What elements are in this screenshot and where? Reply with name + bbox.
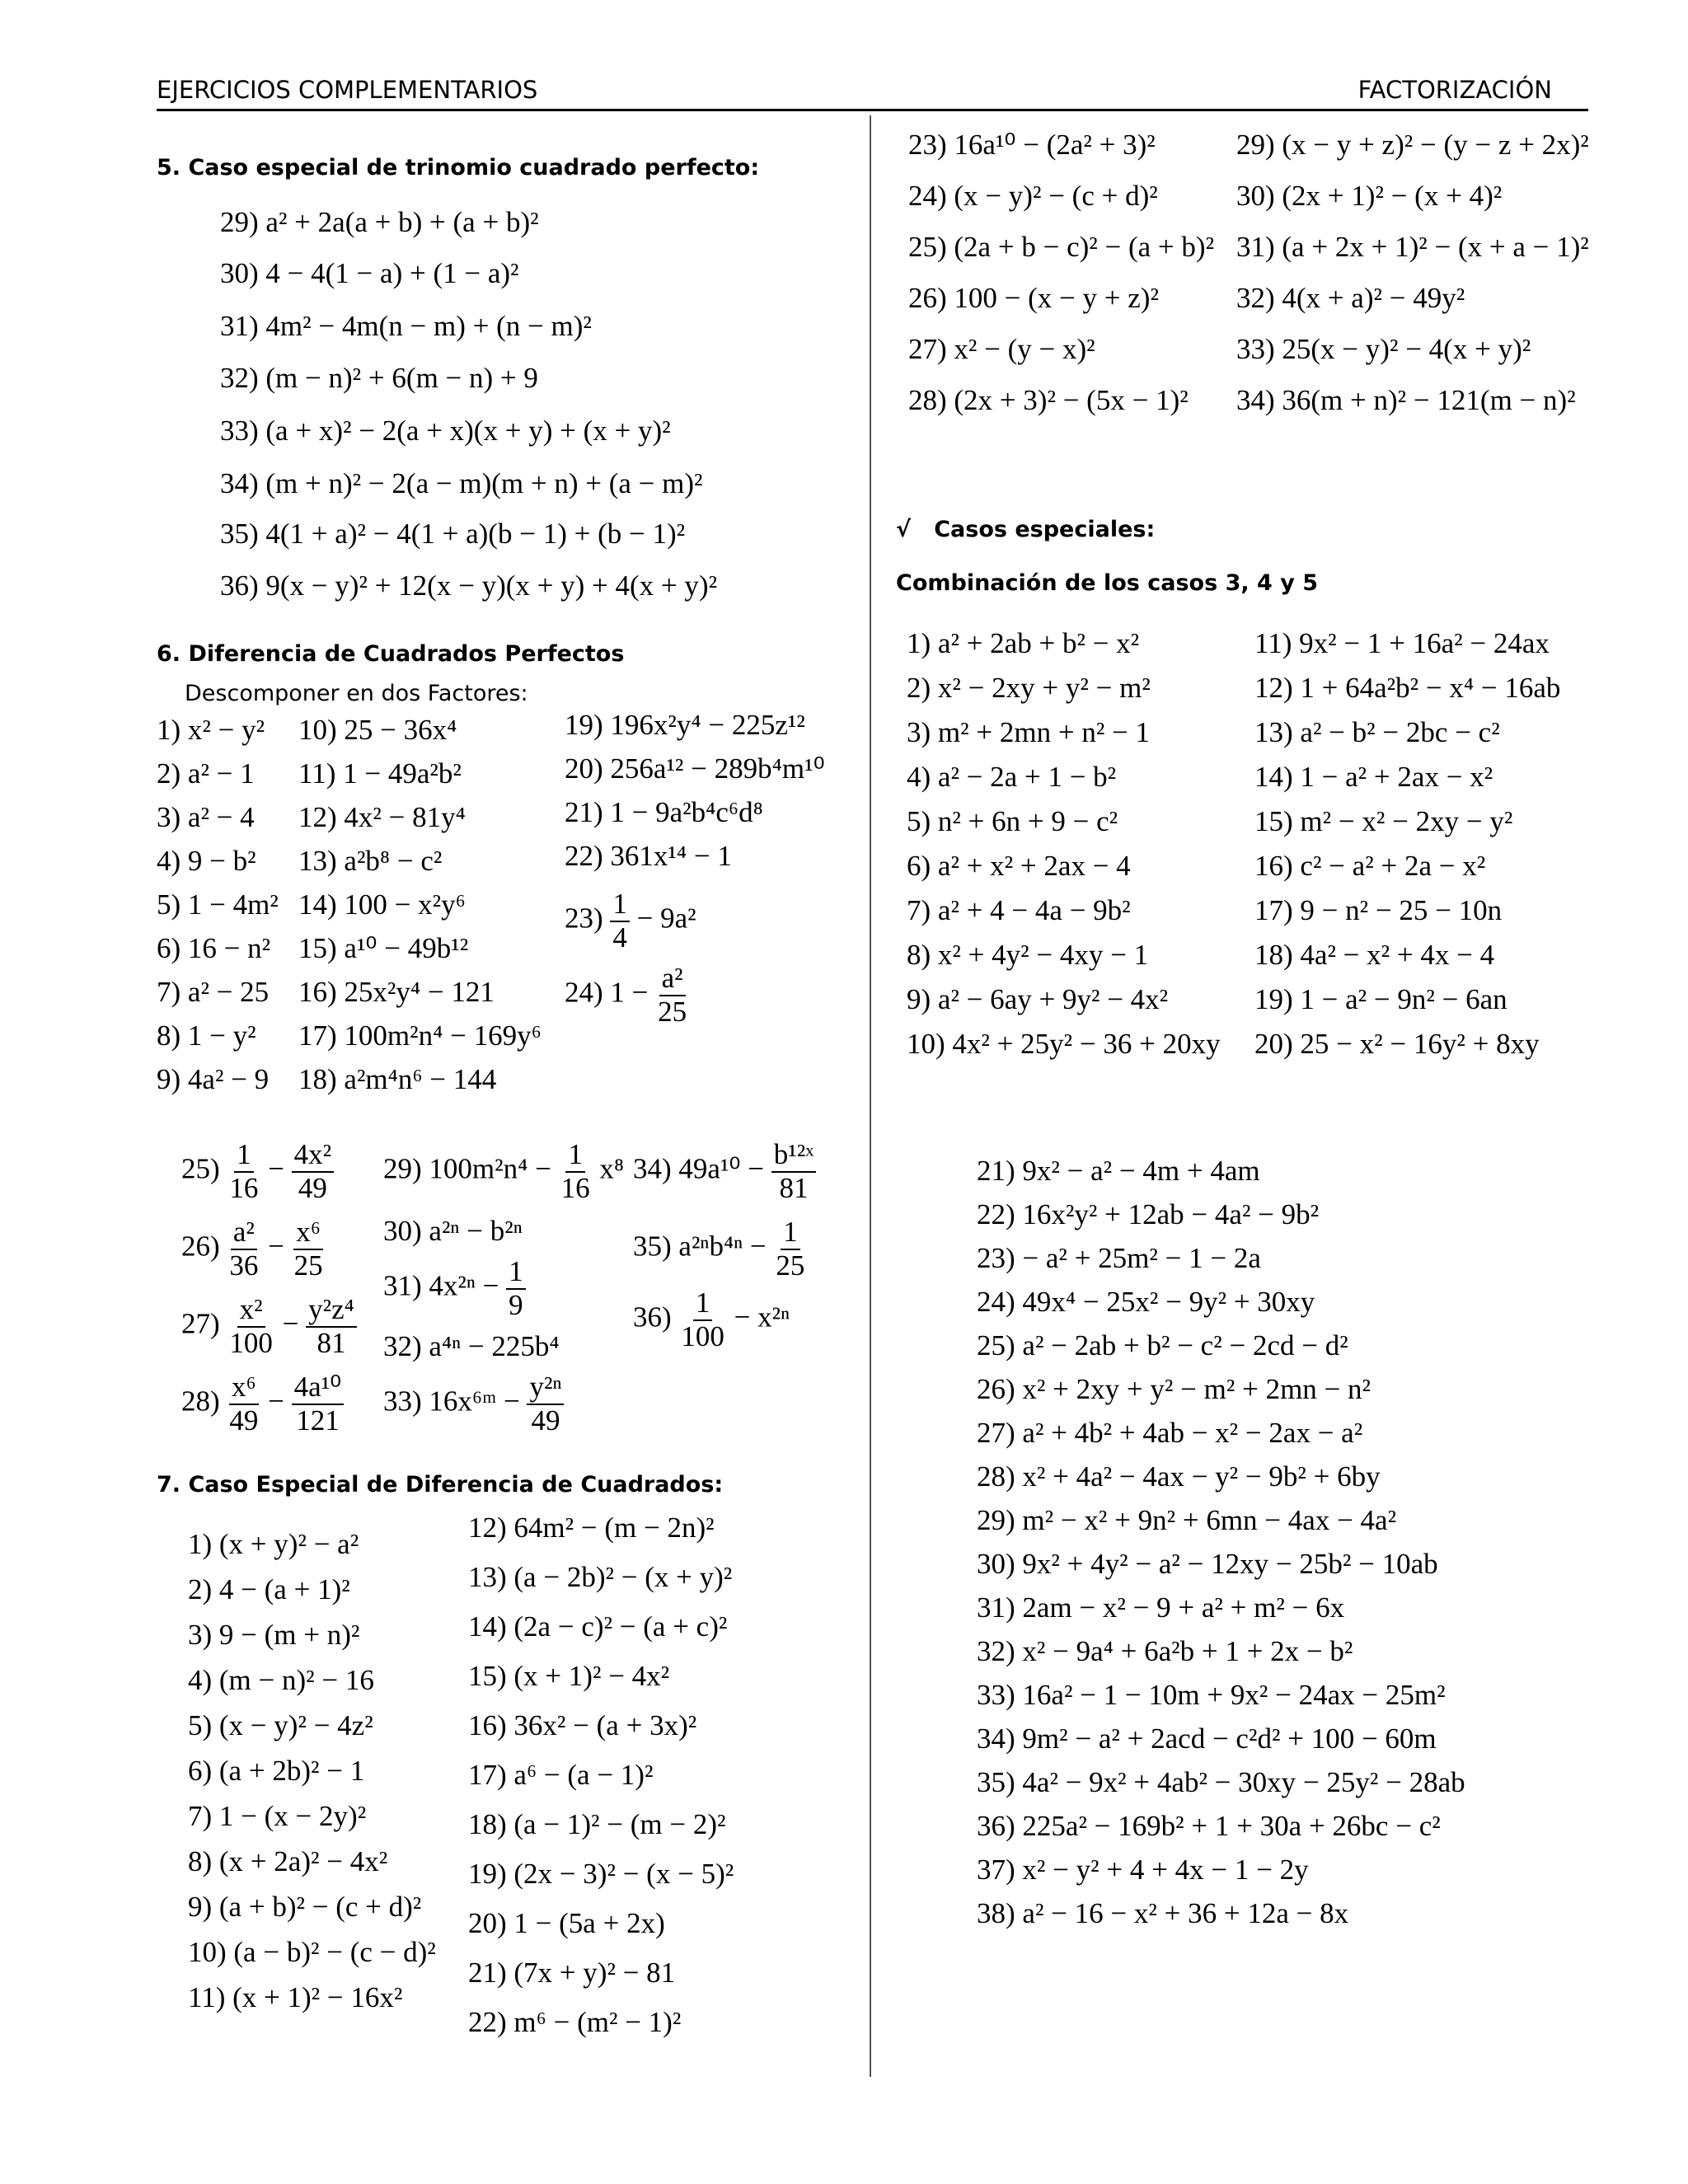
exercise: 37) x² − y² + 4 + 4x − 1 − 2y (977, 1854, 1309, 1886)
exercise: 4) 9 − b² (157, 845, 256, 877)
exercise: 13) (a − 2b)² − (x + y)² (468, 1561, 733, 1593)
exercise: 33) 16a² − 1 − 10m + 9x² − 24ax − 25m² (977, 1679, 1446, 1711)
exercise: 3) a² − 4 (157, 801, 255, 833)
exercise: 2) x² − 2xy + y² − m² (907, 672, 1151, 704)
fraction: $\frac{\text{x²}}{100}$ (229, 1293, 273, 1359)
fraction: $\frac{1}{25}$ (776, 1216, 805, 1282)
exercise: 32) x² − 9a⁴ + 6a²b + 1 + 2x − b² (977, 1635, 1353, 1667)
exercise: 29) a² + 2a(a + b) + (a + b)² (220, 206, 539, 238)
exercise: 21) (7x + y)² − 81 (468, 1957, 676, 1989)
exercise: 27) a² + 4b² + 4ab − x² − 2ax − a² (977, 1417, 1363, 1449)
exercise: 21) 9x² − a² − 4m + 4am (977, 1155, 1260, 1187)
exercise: 25) (2a + b − c)² − (a + b)² (908, 231, 1215, 263)
exercise: 33) (a + x)² − 2(a + x)(x + y) + (x + y)² (220, 415, 671, 447)
exercise: 16) 36x² − (a + 3x)² (468, 1709, 697, 1741)
column-divider (870, 115, 871, 2077)
exercise: 28) (2x + 3)² − (5x − 1)² (908, 384, 1189, 416)
exercise: 29) (x − y + z)² − (y − z + 2x)² (1236, 129, 1589, 161)
exercise: 11) (x + 1)² − 16x² (188, 1981, 403, 2013)
exercise: 23) − a² + 25m² − 1 − 2a (977, 1242, 1261, 1274)
exercise: 10) 4x² + 25y² − 36 + 20xy (907, 1028, 1221, 1060)
exercise: 36) 225a² − 169b² + 1 + 30a + 26bc − c² (977, 1810, 1441, 1842)
exercise: 13) a²b⁸ − c² (298, 845, 443, 877)
exercise: 19) (2x − 3)² − (x − 5)² (468, 1858, 734, 1890)
exercise: 4) a² − 2a + 1 − b² (907, 761, 1117, 793)
exercise: 22) m⁶ − (m² − 1)² (468, 2006, 682, 2038)
exercise: 7) 1 − (x − 2y)² (188, 1800, 367, 1832)
sec6-subtitle: Descomponer en dos Factores: (185, 681, 528, 706)
exercise: 24) 49x⁴ − 25x² − 9y² + 30xy (977, 1286, 1315, 1318)
fraction: $\frac{1}{16}$ (229, 1138, 259, 1204)
exercise: 3) 9 − (m + n)² (188, 1619, 360, 1651)
especiales-heading: √ Casos especiales: (896, 517, 1156, 542)
exercise: 10) (a − b)² − (c − d)² (188, 1936, 436, 1968)
exercise: 15) (x + 1)² − 4x² (468, 1660, 670, 1692)
exercise: 30) a²ⁿ − b²ⁿ (383, 1215, 523, 1247)
exercise: 8) 1 − y² (157, 1019, 256, 1052)
exercise: 14) (2a − c)² − (a + c)² (468, 1610, 728, 1643)
exercise: 30) 9x² + 4y² − a² − 12xy − 25b² − 10ab (977, 1548, 1438, 1580)
exercise: 8) (x + 2a)² − 4x² (188, 1845, 388, 1877)
exercise: 2) a² − 1 (157, 757, 255, 790)
exercise: 32) (m − n)² + 6(m − n) + 9 (220, 362, 538, 394)
fraction: $\frac{\text{y²z⁴}}{81}$ (306, 1294, 357, 1359)
exercise: 22) 361x¹⁴ − 1 (565, 840, 732, 872)
exercise: 20) 1 − (5a + 2x) (468, 1907, 665, 1939)
exercise: 15) a¹⁰ − 49b¹² (298, 932, 469, 964)
exercise: 27) x² − (y − x)² (908, 333, 1095, 365)
fraction: $\frac{\text{x⁶}}{25}$ (293, 1216, 323, 1282)
exercise: 14) 100 − x²y⁶ (298, 888, 466, 921)
exercise: 12) 4x² − 81y⁴ (298, 801, 466, 833)
exercise: 34) 36(m + n)² − 121(m − n)² (1236, 384, 1576, 416)
header-right: FACTORIZACIÓN (1357, 76, 1552, 104)
exercise: 17) 100m²n⁴ − 169y⁶ (298, 1019, 542, 1052)
exercise: 6) a² + x² + 2ax − 4 (907, 850, 1131, 882)
exercise: 1) a² + 2ab + b² − x² (907, 627, 1140, 659)
fraction: $\frac{1}{100}$ (681, 1286, 724, 1352)
exercise: 16) c² − a² + 2a − x² (1254, 850, 1486, 882)
exercise: 12) 64m² − (m − 2n)² (468, 1511, 715, 1544)
exercise-fraction: 25) $\frac{1}{16}$ − $\frac{\text{4x²}}{49}$ (181, 1139, 334, 1204)
exercise: 30) (2x + 1)² − (x + 4)² (1236, 180, 1503, 212)
exercise: 15) m² − x² − 2xy − y² (1254, 805, 1513, 837)
fraction: $\frac{\text{a²}}{36}$ (229, 1216, 259, 1282)
exercise: 13) a² − b² − 2bc − c² (1254, 716, 1500, 748)
exercise: 8) x² + 4y² − 4xy − 1 (907, 939, 1149, 971)
exercise-fraction: 29) 100m²n⁴ − $\frac{1}{16}$ x⁸ (383, 1138, 625, 1204)
exercise-fraction: 24) 1 − $\frac{\text{a²}}{25}$ (565, 963, 689, 1028)
exercise-fraction: 27) $\frac{\text{x²}}{100}$ − $\frac{\text{y²z⁴}}{81}$ (181, 1294, 357, 1359)
exercise-fraction: 34) 49a¹⁰ − $\frac{\text{b¹²ˣ}}{81}$ (633, 1139, 816, 1204)
exercise: 18) (a − 1)² − (m − 2)² (468, 1808, 726, 1840)
exercise: 9) a² − 6ay + 9y² − 4x² (907, 983, 1169, 1015)
exercise: 26) x² + 2xy + y² − m² + 2mn − n² (977, 1373, 1372, 1405)
exercise: 32) 4(x + a)² − 49y² (1236, 282, 1465, 314)
exercise: 16) 25x²y⁴ − 121 (298, 976, 495, 1008)
exercise: 4) (m − n)² − 16 (188, 1664, 374, 1696)
exercise: 33) 25(x − y)² − 4(x + y)² (1236, 333, 1531, 365)
fraction: $\frac{1}{9}$ (506, 1256, 526, 1321)
exercise: 14) 1 − a² + 2ax − x² (1254, 761, 1493, 793)
exercise: 17) a⁶ − (a − 1)² (468, 1759, 654, 1791)
fraction: $\frac{1}{16}$ (560, 1138, 590, 1204)
exercise: 7) a² + 4 − 4a − 9b² (907, 894, 1131, 926)
exercise: 23) 16a¹⁰ − (2a² + 3)² (908, 129, 1156, 161)
sec7-title: 7. Caso Especial de Diferencia de Cuadrados: (157, 1472, 724, 1497)
exercise-fraction: 33) 16x⁶ᵐ − $\frac{\text{y²ⁿ}}{49}$ (383, 1371, 564, 1436)
fraction: $\frac{\text{a²}}{25}$ (658, 962, 687, 1028)
exercise: 5) (x − y)² − 4z² (188, 1709, 373, 1741)
exercise: 7) a² − 25 (157, 976, 270, 1008)
exercise: 21) 1 − 9a²b⁴c⁶d⁸ (565, 796, 763, 828)
exercise: 34) 9m² − a² + 2acd − c²d² + 100 − 60m (977, 1722, 1437, 1755)
exercise: 1) (x + y)² − a² (188, 1528, 359, 1560)
exercise: 36) 9(x − y)² + 12(x − y)(x + y) + 4(x + y)² (220, 569, 718, 602)
exercise: 24) (x − y)² − (c + d)² (908, 180, 1158, 212)
exercise: 11) 9x² − 1 + 16a² − 24ax (1254, 627, 1550, 659)
exercise: 10) 25 − 36x⁴ (298, 714, 457, 746)
fraction: $\frac{\text{y²ⁿ}}{49}$ (527, 1371, 564, 1436)
exercise-fraction: 31) 4x²ⁿ − $\frac{1}{9}$ (383, 1256, 526, 1321)
exercise: 34) (m + n)² − 2(a − m)(m + n) + (a − m)² (220, 467, 703, 499)
exercise: 31) 4m² − 4m(n − m) + (n − m)² (220, 310, 592, 342)
fraction: $\frac{\text{4a¹⁰}}{121}$ (292, 1371, 345, 1436)
fraction: $\frac{\text{b¹²ˣ}}{81}$ (771, 1139, 817, 1204)
exercise-fraction: 35) a²ⁿb⁴ⁿ − $\frac{1}{25}$ (633, 1216, 807, 1282)
sec6-title: 6. Diferencia de Cuadrados Perfectos (157, 641, 625, 667)
header-rule (157, 109, 1588, 111)
exercise: 1) x² − y² (157, 714, 265, 746)
exercise: 35) 4a² − 9x² + 4ab² − 30xy − 25y² − 28ab (977, 1766, 1465, 1798)
exercise-fraction: 28) $\frac{\text{x⁶}}{49}$ − $\frac{\text{4a¹⁰}}{121}$ (181, 1371, 344, 1436)
exercise: 18) a²m⁴n⁶ − 144 (298, 1063, 497, 1095)
exercise: 25) a² − 2ab + b² − c² − 2cd − d² (977, 1329, 1348, 1361)
exercise: 5) 1 − 4m² (157, 888, 279, 921)
exercise: 22) 16x²y² + 12ab − 4a² − 9b² (977, 1198, 1320, 1230)
exercise: 29) m² − x² + 9n² + 6mn − 4ax − 4a² (977, 1504, 1397, 1536)
fraction: $\frac{\text{4x²}}{49}$ (292, 1139, 335, 1204)
check-icon: √ (896, 517, 912, 542)
exercise: 2) 4 − (a + 1)² (188, 1573, 350, 1605)
exercise: 30) 4 − 4(1 − a) + (1 − a)² (220, 257, 519, 289)
exercise: 19) 1 − a² − 9n² − 6an (1254, 983, 1507, 1015)
especiales-subtitle: Combinación de los casos 3, 4 y 5 (896, 570, 1318, 596)
exercise: 31) (a + 2x + 1)² − (x + a − 1)² (1236, 231, 1589, 263)
exercise-fraction: 23) $\frac{1}{4}$ − 9a² (565, 888, 696, 954)
exercise: 6) 16 − n² (157, 932, 271, 964)
exercise: 6) (a + 2b)² − 1 (188, 1755, 365, 1787)
exercise: 28) x² + 4a² − 4ax − y² − 9b² + 6by (977, 1460, 1381, 1493)
exercise-fraction: 36) $\frac{1}{100}$ − x²ⁿ (633, 1286, 790, 1352)
exercise: 3) m² + 2mn + n² − 1 (907, 716, 1151, 748)
exercise: 26) 100 − (x − y + z)² (908, 282, 1159, 314)
exercise: 32) a⁴ⁿ − 225b⁴ (383, 1330, 560, 1362)
header-left: EJERCICIOS COMPLEMENTARIOS (157, 76, 538, 104)
exercise: 9) 4a² − 9 (157, 1063, 270, 1095)
exercise: 19) 196x²y⁴ − 225z¹² (565, 709, 805, 741)
exercise: 18) 4a² − x² + 4x − 4 (1254, 939, 1495, 971)
exercise: 5) n² + 6n + 9 − c² (907, 805, 1118, 837)
fraction: $\frac{1}{4}$ (610, 888, 630, 954)
exercise: 20) 256a¹² − 289b⁴m¹⁰ (565, 752, 825, 785)
exercise: 35) 4(1 + a)² − 4(1 + a)(b − 1) + (b − 1)² (220, 518, 686, 550)
exercise: 11) 1 − 49a²b² (298, 757, 462, 790)
exercise: 17) 9 − n² − 25 − 10n (1254, 894, 1503, 926)
exercise: 9) (a + b)² − (c + d)² (188, 1891, 422, 1923)
sec5-title: 5. Caso especial de trinomio cuadrado perfecto: (157, 155, 760, 180)
exercise: 38) a² − 16 − x² + 36 + 12a − 8x (977, 1897, 1349, 1929)
exercise: 12) 1 + 64a²b² − x⁴ − 16ab (1254, 672, 1561, 704)
exercise: 20) 25 − x² − 16y² + 8xy (1254, 1028, 1540, 1060)
exercise: 31) 2am − x² − 9 + a² + m² − 6x (977, 1591, 1345, 1624)
fraction: $\frac{\text{x⁶}}{49}$ (229, 1371, 259, 1436)
exercise-fraction: 26) $\frac{\text{a²}}{36}$ − $\frac{\text{x⁶}}{25}$ (181, 1216, 326, 1282)
